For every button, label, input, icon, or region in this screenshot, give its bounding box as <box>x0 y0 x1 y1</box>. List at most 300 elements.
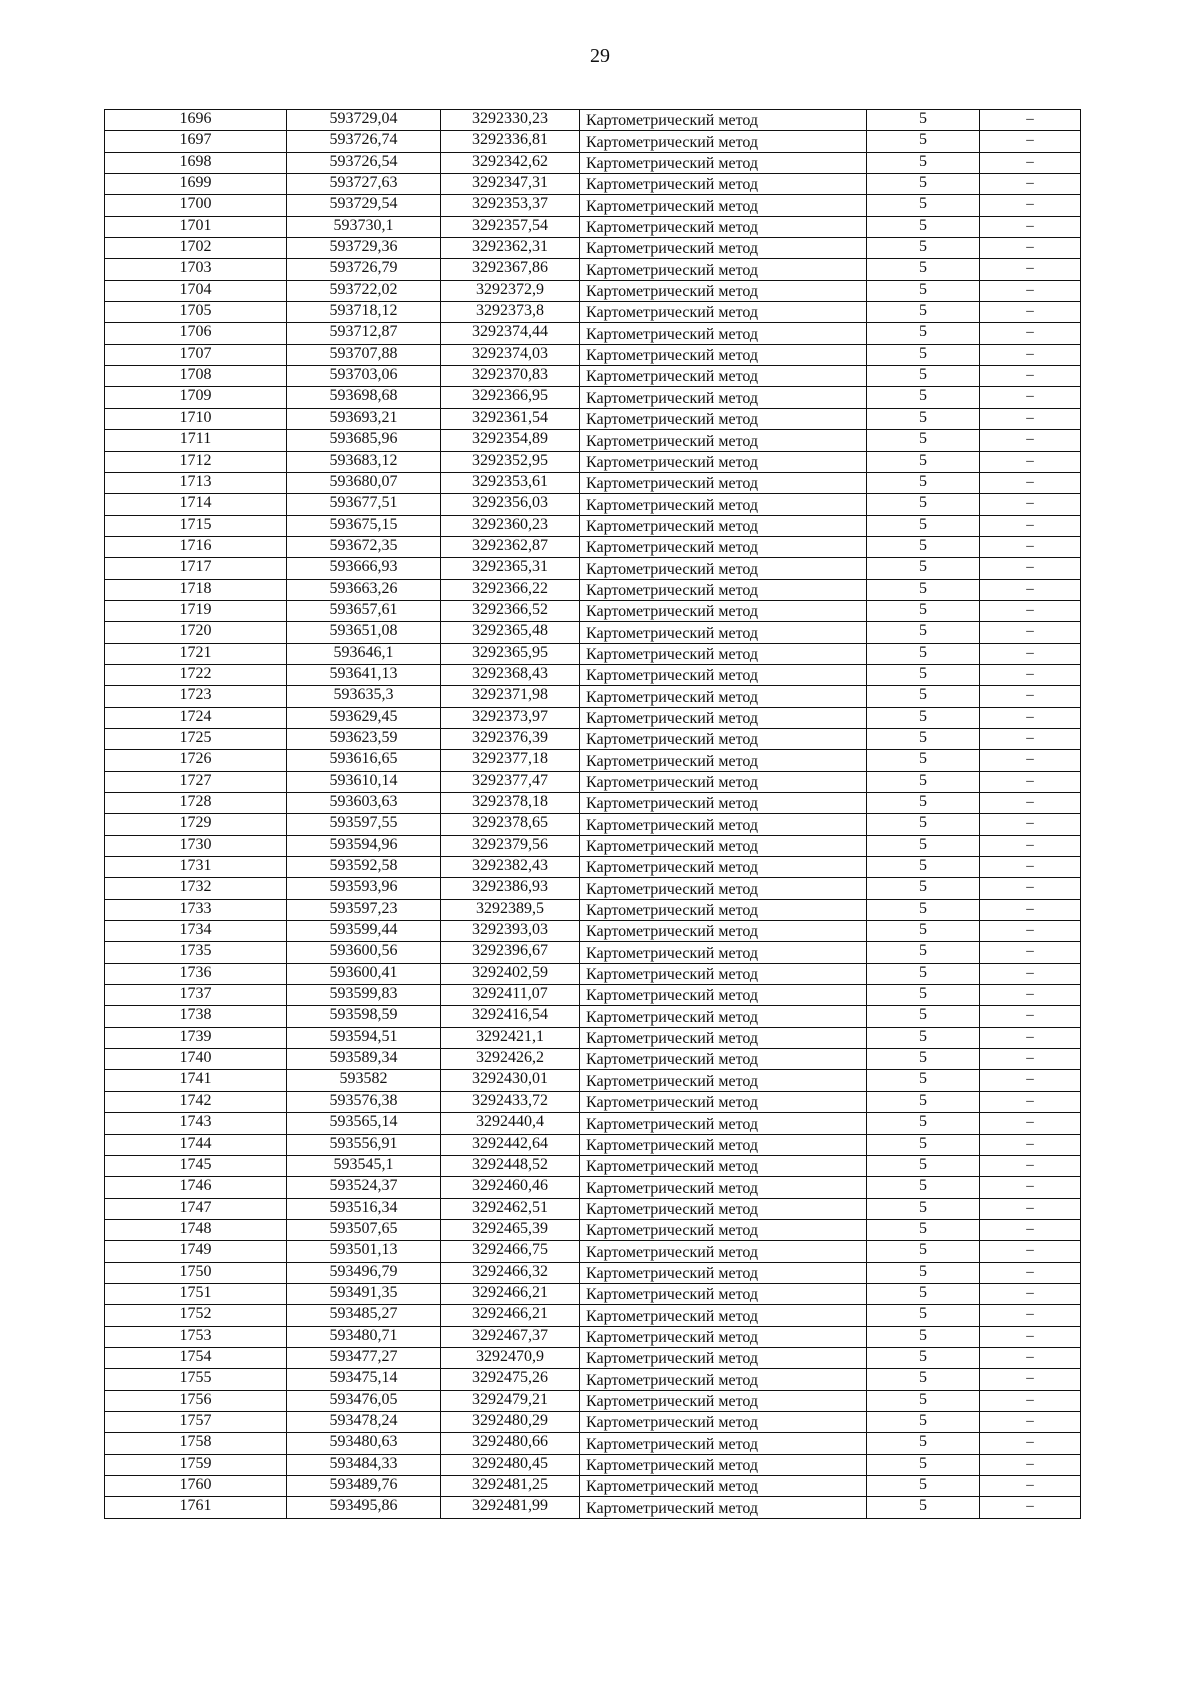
point-number-cell: 1706 <box>105 323 287 344</box>
x-coordinate-cell: 593641,13 <box>287 664 441 685</box>
y-coordinate-cell: 3292353,61 <box>441 472 580 493</box>
table-row <box>105 323 1081 344</box>
y-coordinate-cell: 3292378,18 <box>441 793 580 814</box>
x-coordinate-cell: 593475,14 <box>287 1369 441 1390</box>
table-row <box>105 857 1081 878</box>
x-coordinate-cell: 593589,34 <box>287 1049 441 1070</box>
method-cell: Картометрический метод <box>580 921 867 942</box>
table-row <box>105 174 1081 195</box>
description-cell: – <box>980 1198 1081 1219</box>
point-number-cell: 1732 <box>105 878 287 899</box>
method-cell: Картометрический метод <box>580 707 867 728</box>
method-cell: Картометрический метод <box>580 558 867 579</box>
point-number-cell: 1735 <box>105 942 287 963</box>
x-coordinate-cell: 593712,87 <box>287 323 441 344</box>
table-row <box>105 1476 1081 1497</box>
table-row <box>105 963 1081 984</box>
precision-cell: 5 <box>867 579 980 600</box>
precision-cell: 5 <box>867 1326 980 1347</box>
point-number-cell: 1746 <box>105 1177 287 1198</box>
point-number-cell: 1733 <box>105 899 287 920</box>
description-cell: – <box>980 1390 1081 1411</box>
y-coordinate-cell: 3292365,95 <box>441 643 580 664</box>
x-coordinate-cell: 593610,14 <box>287 771 441 792</box>
point-number-cell: 1698 <box>105 152 287 173</box>
description-cell: – <box>980 1326 1081 1347</box>
point-number-cell: 1734 <box>105 921 287 942</box>
table-row <box>105 1049 1081 1070</box>
point-number-cell: 1711 <box>105 430 287 451</box>
table-row <box>105 899 1081 920</box>
table-row <box>105 728 1081 749</box>
description-cell: – <box>980 558 1081 579</box>
x-coordinate-cell: 593495,86 <box>287 1497 441 1518</box>
y-coordinate-cell: 3292421,1 <box>441 1027 580 1048</box>
y-coordinate-cell: 3292470,9 <box>441 1347 580 1368</box>
x-coordinate-cell: 593489,76 <box>287 1476 441 1497</box>
x-coordinate-cell: 593726,74 <box>287 131 441 152</box>
y-coordinate-cell: 3292371,98 <box>441 686 580 707</box>
x-coordinate-cell: 593623,59 <box>287 728 441 749</box>
description-cell: – <box>980 1027 1081 1048</box>
precision-cell: 5 <box>867 238 980 259</box>
description-cell: – <box>980 1347 1081 1368</box>
precision-cell: 5 <box>867 387 980 408</box>
y-coordinate-cell: 3292382,43 <box>441 857 580 878</box>
description-cell: – <box>980 942 1081 963</box>
method-cell: Картометрический метод <box>580 1177 867 1198</box>
precision-cell: 5 <box>867 451 980 472</box>
y-coordinate-cell: 3292366,95 <box>441 387 580 408</box>
y-coordinate-cell: 3292352,95 <box>441 451 580 472</box>
precision-cell: 5 <box>867 1134 980 1155</box>
table-row <box>105 366 1081 387</box>
method-cell: Картометрический метод <box>580 515 867 536</box>
table-row <box>105 1411 1081 1432</box>
method-cell: Картометрический метод <box>580 1454 867 1475</box>
table-row <box>105 622 1081 643</box>
point-number-cell: 1719 <box>105 600 287 621</box>
description-cell: – <box>980 600 1081 621</box>
precision-cell: 5 <box>867 814 980 835</box>
x-coordinate-cell: 593556,91 <box>287 1134 441 1155</box>
precision-cell: 5 <box>867 1027 980 1048</box>
precision-cell: 5 <box>867 110 980 131</box>
x-coordinate-cell: 593491,35 <box>287 1283 441 1304</box>
table-row <box>105 387 1081 408</box>
x-coordinate-cell: 593666,93 <box>287 558 441 579</box>
y-coordinate-cell: 3292373,8 <box>441 302 580 323</box>
table-row <box>105 942 1081 963</box>
description-cell: – <box>980 1411 1081 1432</box>
table-row <box>105 1198 1081 1219</box>
description-cell: – <box>980 259 1081 280</box>
y-coordinate-cell: 3292366,52 <box>441 600 580 621</box>
description-cell: – <box>980 1070 1081 1091</box>
y-coordinate-cell: 3292368,43 <box>441 664 580 685</box>
table-row <box>105 494 1081 515</box>
method-cell: Картометрический метод <box>580 344 867 365</box>
point-number-cell: 1761 <box>105 1497 287 1518</box>
description-cell: – <box>980 921 1081 942</box>
point-number-cell: 1709 <box>105 387 287 408</box>
table-row <box>105 430 1081 451</box>
description-cell: – <box>980 1241 1081 1262</box>
table-row <box>105 1347 1081 1368</box>
y-coordinate-cell: 3292361,54 <box>441 408 580 429</box>
precision-cell: 5 <box>867 771 980 792</box>
precision-cell: 5 <box>867 1177 980 1198</box>
point-number-cell: 1724 <box>105 707 287 728</box>
table-row <box>105 1369 1081 1390</box>
x-coordinate-cell: 593603,63 <box>287 793 441 814</box>
method-cell: Картометрический метод <box>580 1347 867 1368</box>
precision-cell: 5 <box>867 430 980 451</box>
description-cell: – <box>980 515 1081 536</box>
x-coordinate-cell: 593480,71 <box>287 1326 441 1347</box>
precision-cell: 5 <box>867 1219 980 1240</box>
table-row <box>105 472 1081 493</box>
method-cell: Картометрический метод <box>580 451 867 472</box>
point-number-cell: 1725 <box>105 728 287 749</box>
x-coordinate-cell: 593496,79 <box>287 1262 441 1283</box>
y-coordinate-cell: 3292480,29 <box>441 1411 580 1432</box>
method-cell: Картометрический метод <box>580 1497 867 1518</box>
point-number-cell: 1750 <box>105 1262 287 1283</box>
method-cell: Картометрический метод <box>580 1134 867 1155</box>
point-number-cell: 1713 <box>105 472 287 493</box>
x-coordinate-cell: 593576,38 <box>287 1091 441 1112</box>
precision-cell: 5 <box>867 195 980 216</box>
method-cell: Картометрический метод <box>580 1241 867 1262</box>
precision-cell: 5 <box>867 152 980 173</box>
point-number-cell: 1757 <box>105 1411 287 1432</box>
description-cell: – <box>980 878 1081 899</box>
description-cell: – <box>980 835 1081 856</box>
y-coordinate-cell: 3292430,01 <box>441 1070 580 1091</box>
precision-cell: 5 <box>867 1305 980 1326</box>
y-coordinate-cell: 3292389,5 <box>441 899 580 920</box>
x-coordinate-cell: 593677,51 <box>287 494 441 515</box>
x-coordinate-cell: 593593,96 <box>287 878 441 899</box>
description-cell: – <box>980 472 1081 493</box>
y-coordinate-cell: 3292374,44 <box>441 323 580 344</box>
precision-cell: 5 <box>867 323 980 344</box>
x-coordinate-cell: 593524,37 <box>287 1177 441 1198</box>
description-cell: – <box>980 899 1081 920</box>
method-cell: Картометрический метод <box>580 1283 867 1304</box>
precision-cell: 5 <box>867 686 980 707</box>
point-number-cell: 1759 <box>105 1454 287 1475</box>
precision-cell: 5 <box>867 793 980 814</box>
table-row <box>105 643 1081 664</box>
method-cell: Картометрический метод <box>580 536 867 557</box>
point-number-cell: 1707 <box>105 344 287 365</box>
point-number-cell: 1728 <box>105 793 287 814</box>
table-row <box>105 1219 1081 1240</box>
description-cell: – <box>980 664 1081 685</box>
table-row <box>105 131 1081 152</box>
description-cell: – <box>980 430 1081 451</box>
x-coordinate-cell: 593629,45 <box>287 707 441 728</box>
precision-cell: 5 <box>867 1347 980 1368</box>
x-coordinate-cell: 593516,34 <box>287 1198 441 1219</box>
point-number-cell: 1731 <box>105 857 287 878</box>
method-cell: Картометрический метод <box>580 323 867 344</box>
y-coordinate-cell: 3292440,4 <box>441 1113 580 1134</box>
description-cell: – <box>980 174 1081 195</box>
y-coordinate-cell: 3292365,31 <box>441 558 580 579</box>
precision-cell: 5 <box>867 835 980 856</box>
precision-cell: 5 <box>867 921 980 942</box>
description-cell: – <box>980 857 1081 878</box>
method-cell: Картометрический метод <box>580 579 867 600</box>
y-coordinate-cell: 3292462,51 <box>441 1198 580 1219</box>
point-number-cell: 1699 <box>105 174 287 195</box>
description-cell: – <box>980 793 1081 814</box>
table-row <box>105 344 1081 365</box>
precision-cell: 5 <box>867 899 980 920</box>
method-cell: Картометрический метод <box>580 728 867 749</box>
method-cell: Картометрический метод <box>580 195 867 216</box>
table-row <box>105 451 1081 472</box>
x-coordinate-cell: 593477,27 <box>287 1347 441 1368</box>
table-row <box>105 1326 1081 1347</box>
description-cell: – <box>980 1049 1081 1070</box>
x-coordinate-cell: 593597,23 <box>287 899 441 920</box>
point-number-cell: 1696 <box>105 110 287 131</box>
table-row <box>105 1390 1081 1411</box>
precision-cell: 5 <box>867 750 980 771</box>
table-row <box>105 686 1081 707</box>
x-coordinate-cell: 593616,65 <box>287 750 441 771</box>
y-coordinate-cell: 3292466,21 <box>441 1305 580 1326</box>
x-coordinate-cell: 593730,1 <box>287 216 441 237</box>
precision-cell: 5 <box>867 1390 980 1411</box>
point-number-cell: 1745 <box>105 1155 287 1176</box>
point-number-cell: 1751 <box>105 1283 287 1304</box>
precision-cell: 5 <box>867 1433 980 1454</box>
method-cell: Картометрический метод <box>580 878 867 899</box>
x-coordinate-cell: 593600,56 <box>287 942 441 963</box>
x-coordinate-cell: 593727,63 <box>287 174 441 195</box>
x-coordinate-cell: 593680,07 <box>287 472 441 493</box>
precision-cell: 5 <box>867 302 980 323</box>
point-number-cell: 1704 <box>105 280 287 301</box>
y-coordinate-cell: 3292362,87 <box>441 536 580 557</box>
description-cell: – <box>980 408 1081 429</box>
coordinates-table-body <box>105 110 1081 1519</box>
precision-cell: 5 <box>867 408 980 429</box>
x-coordinate-cell: 593594,96 <box>287 835 441 856</box>
description-cell: – <box>980 238 1081 259</box>
description-cell: – <box>980 707 1081 728</box>
precision-cell: 5 <box>867 643 980 664</box>
y-coordinate-cell: 3292342,62 <box>441 152 580 173</box>
description-cell: – <box>980 728 1081 749</box>
point-number-cell: 1717 <box>105 558 287 579</box>
x-coordinate-cell: 593599,44 <box>287 921 441 942</box>
method-cell: Картометрический метод <box>580 1198 867 1219</box>
point-number-cell: 1720 <box>105 622 287 643</box>
method-cell: Картометрический метод <box>580 387 867 408</box>
y-coordinate-cell: 3292356,03 <box>441 494 580 515</box>
description-cell: – <box>980 1134 1081 1155</box>
y-coordinate-cell: 3292442,64 <box>441 1134 580 1155</box>
point-number-cell: 1736 <box>105 963 287 984</box>
precision-cell: 5 <box>867 515 980 536</box>
y-coordinate-cell: 3292416,54 <box>441 1006 580 1027</box>
description-cell: – <box>980 643 1081 664</box>
y-coordinate-cell: 3292330,23 <box>441 110 580 131</box>
y-coordinate-cell: 3292366,22 <box>441 579 580 600</box>
precision-cell: 5 <box>867 366 980 387</box>
x-coordinate-cell: 593698,68 <box>287 387 441 408</box>
method-cell: Картометрический метод <box>580 1027 867 1048</box>
precision-cell: 5 <box>867 1283 980 1304</box>
method-cell: Картометрический метод <box>580 1070 867 1091</box>
y-coordinate-cell: 3292336,81 <box>441 131 580 152</box>
table-row <box>105 280 1081 301</box>
method-cell: Картометрический метод <box>580 238 867 259</box>
precision-cell: 5 <box>867 344 980 365</box>
x-coordinate-cell: 593501,13 <box>287 1241 441 1262</box>
x-coordinate-cell: 593683,12 <box>287 451 441 472</box>
description-cell: – <box>980 494 1081 515</box>
precision-cell: 5 <box>867 1369 980 1390</box>
table-row <box>105 1027 1081 1048</box>
method-cell: Картометрический метод <box>580 1305 867 1326</box>
description-cell: – <box>980 1476 1081 1497</box>
point-number-cell: 1747 <box>105 1198 287 1219</box>
point-number-cell: 1758 <box>105 1433 287 1454</box>
table-row <box>105 216 1081 237</box>
description-cell: – <box>980 963 1081 984</box>
y-coordinate-cell: 3292360,23 <box>441 515 580 536</box>
x-coordinate-cell: 593657,61 <box>287 600 441 621</box>
method-cell: Картометрический метод <box>580 1219 867 1240</box>
table-row <box>105 238 1081 259</box>
table-row <box>105 814 1081 835</box>
precision-cell: 5 <box>867 600 980 621</box>
precision-cell: 5 <box>867 1091 980 1112</box>
method-cell: Картометрический метод <box>580 152 867 173</box>
point-number-cell: 1726 <box>105 750 287 771</box>
precision-cell: 5 <box>867 174 980 195</box>
point-number-cell: 1749 <box>105 1241 287 1262</box>
method-cell: Картометрический метод <box>580 280 867 301</box>
precision-cell: 5 <box>867 1476 980 1497</box>
description-cell: – <box>980 536 1081 557</box>
method-cell: Картометрический метод <box>580 302 867 323</box>
table-row <box>105 921 1081 942</box>
method-cell: Картометрический метод <box>580 750 867 771</box>
precision-cell: 5 <box>867 1006 980 1027</box>
description-cell: – <box>980 750 1081 771</box>
description-cell: – <box>980 1305 1081 1326</box>
x-coordinate-cell: 593599,83 <box>287 985 441 1006</box>
description-cell: – <box>980 1006 1081 1027</box>
precision-cell: 5 <box>867 728 980 749</box>
point-number-cell: 1756 <box>105 1390 287 1411</box>
y-coordinate-cell: 3292347,31 <box>441 174 580 195</box>
method-cell: Картометрический метод <box>580 494 867 515</box>
x-coordinate-cell: 593582 <box>287 1070 441 1091</box>
description-cell: – <box>980 686 1081 707</box>
y-coordinate-cell: 3292460,46 <box>441 1177 580 1198</box>
method-cell: Картометрический метод <box>580 857 867 878</box>
description-cell: – <box>980 323 1081 344</box>
method-cell: Картометрический метод <box>580 664 867 685</box>
point-number-cell: 1738 <box>105 1006 287 1027</box>
table-row <box>105 985 1081 1006</box>
precision-cell: 5 <box>867 942 980 963</box>
method-cell: Картометрический метод <box>580 1476 867 1497</box>
table-row <box>105 1070 1081 1091</box>
precision-cell: 5 <box>867 1049 980 1070</box>
point-number-cell: 1712 <box>105 451 287 472</box>
x-coordinate-cell: 593693,21 <box>287 408 441 429</box>
precision-cell: 5 <box>867 1113 980 1134</box>
precision-cell: 5 <box>867 878 980 899</box>
precision-cell: 5 <box>867 131 980 152</box>
point-number-cell: 1743 <box>105 1113 287 1134</box>
description-cell: – <box>980 1433 1081 1454</box>
table-row <box>105 408 1081 429</box>
point-number-cell: 1730 <box>105 835 287 856</box>
x-coordinate-cell: 593703,06 <box>287 366 441 387</box>
point-number-cell: 1714 <box>105 494 287 515</box>
description-cell: – <box>980 985 1081 1006</box>
precision-cell: 5 <box>867 1411 980 1432</box>
y-coordinate-cell: 3292466,21 <box>441 1283 580 1304</box>
table-row <box>105 1241 1081 1262</box>
y-coordinate-cell: 3292433,72 <box>441 1091 580 1112</box>
table-row <box>105 1497 1081 1518</box>
point-number-cell: 1701 <box>105 216 287 237</box>
y-coordinate-cell: 3292426,2 <box>441 1049 580 1070</box>
x-coordinate-cell: 593707,88 <box>287 344 441 365</box>
table-row <box>105 1113 1081 1134</box>
method-cell: Картометрический метод <box>580 1433 867 1454</box>
x-coordinate-cell: 593672,35 <box>287 536 441 557</box>
description-cell: – <box>980 1155 1081 1176</box>
description-cell: – <box>980 387 1081 408</box>
method-cell: Картометрический метод <box>580 408 867 429</box>
precision-cell: 5 <box>867 1262 980 1283</box>
point-number-cell: 1729 <box>105 814 287 835</box>
table-row <box>105 536 1081 557</box>
point-number-cell: 1754 <box>105 1347 287 1368</box>
method-cell: Картометрический метод <box>580 600 867 621</box>
description-cell: – <box>980 344 1081 365</box>
precision-cell: 5 <box>867 216 980 237</box>
point-number-cell: 1760 <box>105 1476 287 1497</box>
description-cell: – <box>980 216 1081 237</box>
precision-cell: 5 <box>867 1454 980 1475</box>
point-number-cell: 1737 <box>105 985 287 1006</box>
x-coordinate-cell: 593685,96 <box>287 430 441 451</box>
table-row <box>105 1262 1081 1283</box>
method-cell: Картометрический метод <box>580 131 867 152</box>
x-coordinate-cell: 593651,08 <box>287 622 441 643</box>
table-row <box>105 1006 1081 1027</box>
description-cell: – <box>980 280 1081 301</box>
x-coordinate-cell: 593480,63 <box>287 1433 441 1454</box>
x-coordinate-cell: 593729,54 <box>287 195 441 216</box>
y-coordinate-cell: 3292367,86 <box>441 259 580 280</box>
method-cell: Картометрический метод <box>580 942 867 963</box>
